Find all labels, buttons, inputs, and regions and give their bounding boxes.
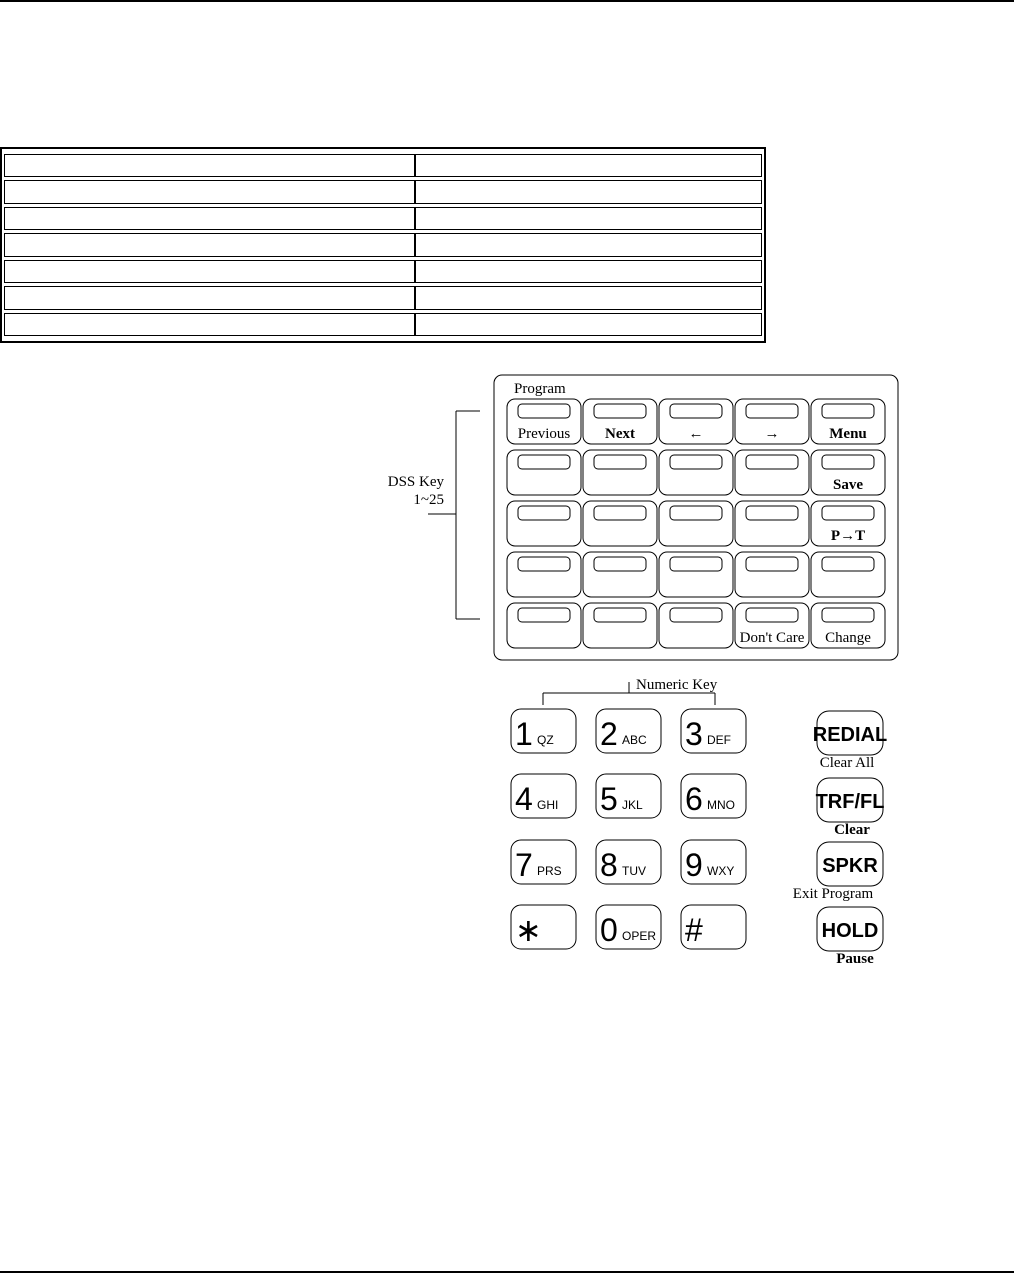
function-key-name: SPKR [822, 855, 878, 877]
dss-key[interactable] [735, 450, 809, 495]
dss-key[interactable] [507, 603, 581, 648]
dss-key[interactable] [507, 501, 581, 546]
function-key[interactable] [816, 778, 885, 838]
dss-key-label: Previous [517, 426, 571, 442]
dss-key-label: → [764, 426, 780, 442]
numeric-key[interactable] [511, 905, 576, 949]
function-key-label: Clear [834, 822, 870, 838]
numeric-key[interactable] [681, 905, 746, 949]
dss-key[interactable] [583, 603, 657, 648]
dss-key-led [518, 557, 570, 571]
numeric-key-letters: ABC [622, 733, 647, 747]
dss-key[interactable] [735, 603, 809, 648]
dss-key-led [822, 506, 874, 520]
dss-key-led [746, 404, 798, 418]
numeric-key-letters: DEF [707, 733, 731, 747]
numeric-key-digit: 4 [515, 781, 533, 817]
dss-key-led [518, 404, 570, 418]
dss-key[interactable] [507, 399, 581, 444]
function-key[interactable] [813, 711, 887, 771]
function-key-name: TRF/FL [815, 791, 885, 813]
dss-key-led [670, 608, 722, 622]
function-key-label: Clear All [819, 755, 875, 771]
dss-key-led [670, 557, 722, 571]
dss-key-label: Change [825, 630, 871, 646]
dss-key[interactable] [811, 399, 885, 444]
dss-key[interactable] [735, 501, 809, 546]
numeric-key[interactable] [681, 709, 746, 753]
dss-key-led [670, 506, 722, 520]
numeric-key-digit: 0 [600, 912, 618, 948]
dss-key[interactable] [735, 399, 809, 444]
dss-bracket [428, 411, 480, 619]
dss-key-label: Next [605, 426, 635, 442]
dss-key-label: DSS Key [387, 474, 444, 490]
dss-key[interactable] [659, 399, 733, 444]
numeric-key-letters: JKL [622, 798, 643, 812]
dss-key-led [822, 455, 874, 469]
dss-key-range: 1~25 [413, 492, 444, 508]
numeric-key-digit: 7 [515, 847, 533, 883]
dss-key-led [746, 455, 798, 469]
dss-key[interactable] [735, 552, 809, 597]
numeric-key-digit: ∗ [515, 912, 542, 948]
numeric-key[interactable] [681, 774, 746, 818]
dss-key[interactable] [583, 552, 657, 597]
numeric-key-digit: 6 [685, 781, 703, 817]
numeric-key-letters: PRS [537, 864, 562, 878]
numeric-key-letters: OPER [622, 929, 657, 943]
dss-key-led [594, 506, 646, 520]
dss-key-led [518, 506, 570, 520]
numeric-key-digit: 3 [685, 716, 703, 752]
numeric-key[interactable] [681, 840, 746, 884]
numeric-key-digit: 2 [600, 716, 618, 752]
numeric-key[interactable] [596, 840, 661, 884]
numeric-key[interactable] [596, 774, 661, 818]
dss-key-led [670, 455, 722, 469]
function-key-label: Pause [836, 951, 874, 967]
numeric-key-digit: # [685, 912, 703, 948]
numeric-key-letters: TUV [622, 864, 646, 878]
dss-key-led [518, 455, 570, 469]
dss-key-led [594, 557, 646, 571]
numeric-key-letters: QZ [537, 733, 554, 747]
function-key-name: REDIAL [812, 724, 888, 746]
dss-key-led [746, 608, 798, 622]
dss-key[interactable] [811, 450, 885, 495]
dss-key-led [746, 506, 798, 520]
dss-key[interactable] [811, 552, 885, 597]
dss-key-label: Save [833, 477, 863, 493]
numeric-key-digit: 9 [685, 847, 703, 883]
numeric-key[interactable] [511, 840, 576, 884]
dss-key-led [594, 404, 646, 418]
dss-key-label: Don't Care [739, 630, 805, 646]
function-key-label: Exit Program [792, 886, 874, 902]
dss-key[interactable] [811, 603, 885, 648]
dss-key-led [670, 404, 722, 418]
numeric-key[interactable] [511, 774, 576, 818]
dss-key[interactable] [811, 501, 885, 546]
numeric-key-digit: 1 [515, 716, 533, 752]
numeric-key-letters: MNO [707, 798, 735, 812]
numeric-key-letters: WXY [707, 864, 735, 878]
dss-key[interactable] [583, 399, 657, 444]
numeric-key[interactable] [596, 709, 661, 753]
dss-key-label: Menu [829, 426, 867, 442]
dss-key-led [594, 455, 646, 469]
numeric-key-digit: 5 [600, 781, 618, 817]
dss-key-label: ← [688, 426, 704, 442]
dss-key[interactable] [659, 603, 733, 648]
function-key[interactable] [793, 842, 883, 902]
dss-key-led [594, 608, 646, 622]
dss-key[interactable] [659, 450, 733, 495]
dss-key-led [746, 557, 798, 571]
numeric-key[interactable] [511, 709, 576, 753]
dss-key-led [518, 608, 570, 622]
dss-key[interactable] [507, 552, 581, 597]
numeric-key-label: Numeric Key [636, 677, 718, 693]
dss-key-label: P→T [830, 528, 866, 544]
numeric-key[interactable] [596, 905, 661, 949]
numeric-key-letters: GHI [537, 798, 559, 812]
function-key[interactable] [817, 907, 883, 967]
dss-key-led [822, 404, 874, 418]
dss-key[interactable] [507, 450, 581, 495]
dss-key[interactable] [583, 450, 657, 495]
numeric-key-digit: 8 [600, 847, 618, 883]
dss-key-led [822, 608, 874, 622]
dss-key-led [822, 557, 874, 571]
dss-key[interactable] [659, 552, 733, 597]
function-key-name: HOLD [821, 920, 879, 942]
dss-key[interactable] [659, 501, 733, 546]
program-label: Program [514, 381, 566, 397]
dss-key[interactable] [583, 501, 657, 546]
